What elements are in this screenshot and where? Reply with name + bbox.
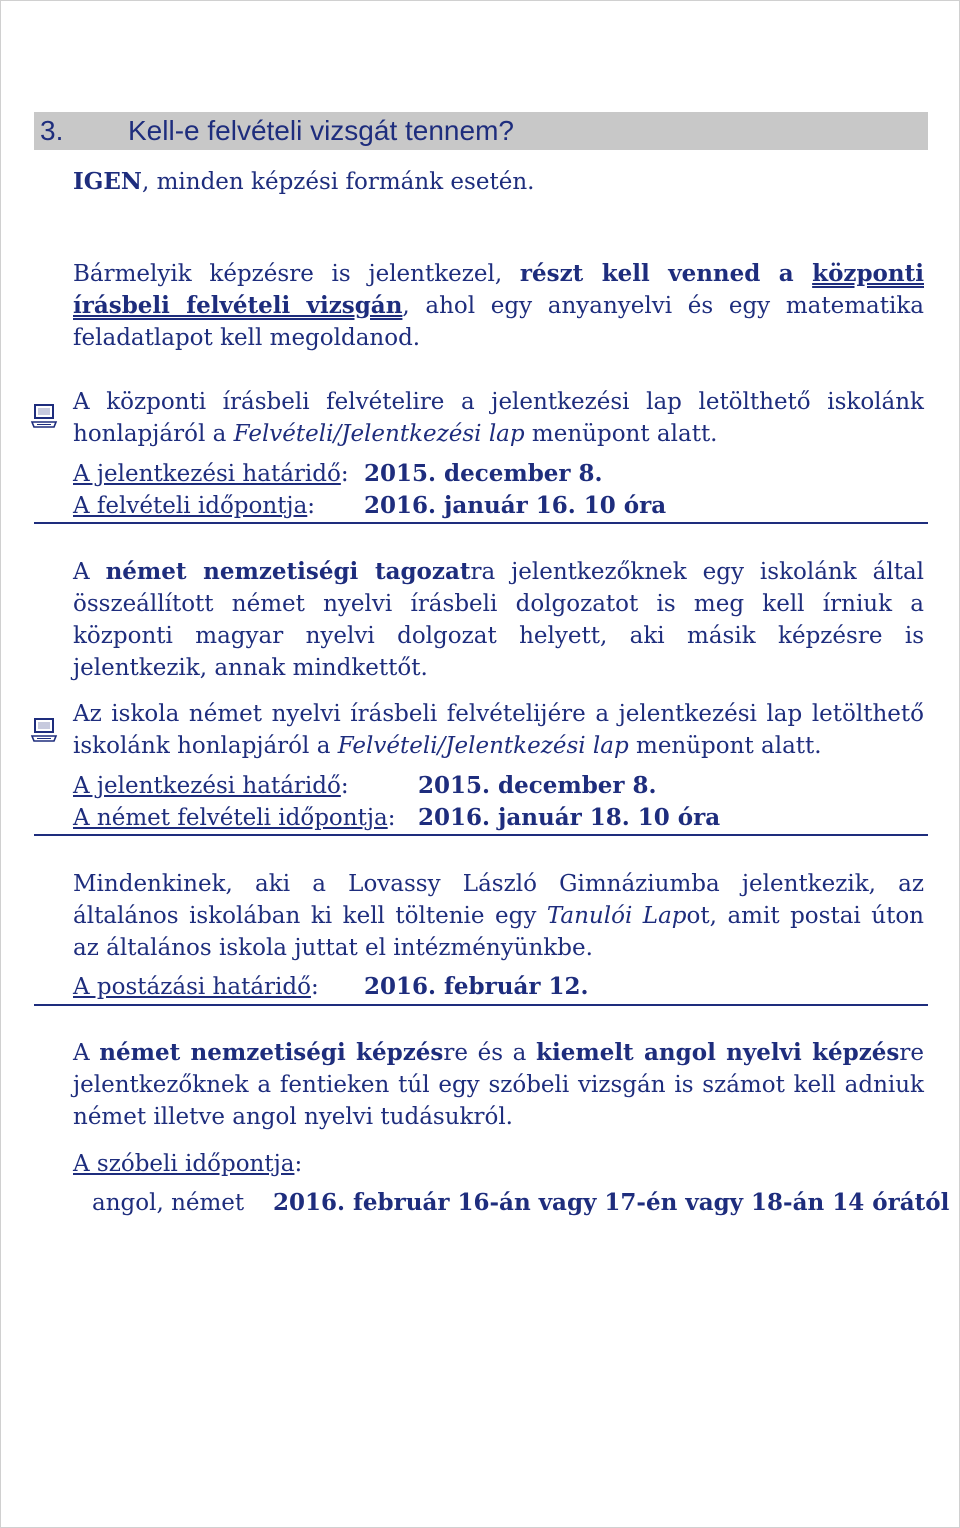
german-download-paragraph	[73, 698, 924, 762]
intro-rest: , minden képzési formánk esetén.	[141, 169, 535, 195]
german-track-bold: német nemzetiségi tagozat	[105, 558, 471, 585]
deadline-label: A jelentkezési határidő	[73, 461, 341, 487]
exam-paragraph	[73, 258, 924, 354]
download-paragraph	[73, 386, 924, 450]
download-text-end: menüpont alatt.	[524, 421, 718, 447]
divider	[34, 522, 928, 524]
laptop-icon	[30, 403, 58, 429]
divider	[34, 1004, 928, 1006]
section-number: 3.	[40, 115, 64, 146]
intro-igen: IGEN	[73, 168, 142, 195]
postal-deadline-value: 2016. február 12.	[364, 973, 589, 1000]
deadline-label-row	[73, 770, 349, 802]
german-download-text-end: menüpont alatt.	[628, 733, 822, 759]
exam-paragraph-text: Bármelyik képzésre is jelentkezel,	[73, 261, 520, 287]
exam-date-label-row	[73, 490, 315, 522]
oral-exam-text-mid: re és a	[443, 1040, 537, 1066]
intro-text	[73, 166, 924, 198]
german-exam-date-label: A német felvételi időpontja	[73, 805, 388, 831]
deadline-label-row	[73, 458, 349, 490]
postal-deadline-label-row	[73, 971, 319, 1003]
exam-date-colon: :	[307, 493, 316, 519]
oral-exam-paragraph	[73, 1037, 924, 1133]
deadline-colon: :	[340, 773, 349, 799]
menu-item-reference: Felvételi/Jelentkezési lap	[337, 733, 629, 759]
section-title: Kell-e felvételi vizsgát tennem?	[128, 115, 514, 146]
german-exam-date-label-row	[73, 802, 395, 834]
central-exam-emphasis: központi írásbeli felvételi vizsgán	[73, 260, 924, 319]
deadline-value: 2015. december 8.	[364, 460, 603, 487]
german-download-text: Az iskola német nyelvi írásbeli felvételijére a jelentkezési lap letölthető iskolánk honlapjáról a	[73, 701, 924, 759]
deadline-label: A jelentkezési határidő	[73, 773, 341, 799]
exam-date-value: 2016. január 16. 10 óra	[364, 492, 667, 519]
student-sheet-italic: Tanulói Lap	[546, 903, 687, 929]
oral-date-label: A szóbeli időpontja	[73, 1151, 295, 1177]
oral-date-colon: :	[294, 1151, 303, 1177]
german-track-text-end: ra jelentkezőknek egy iskolánk által összeállított német nyelvi írásbeli dolgozatot is meg kell írniuk a központi magyar nyelvi dolgozat helyett, aki másik képzésre is jelentkezik, annak mindkettőt.	[73, 559, 925, 681]
oral-exam-text-end: re jelentkezőknek a fentieken túl egy szóbeli vizsgán is számot kell adniuk német illetve angol nyelvi tudásukról.	[73, 1040, 924, 1130]
section-heading	[34, 112, 928, 150]
english-program-bold: kiemelt angol nyelvi képzés	[536, 1039, 900, 1066]
german-program-bold: német nemzetiségi képzés	[99, 1039, 444, 1066]
oral-date-label-row	[73, 1148, 302, 1180]
oral-date-value: 2016. február 16-án vagy 17-én vagy 18-án 14 órától	[273, 1189, 950, 1216]
german-exam-date-value: 2016. január 18. 10 óra	[418, 804, 721, 831]
student-sheet-text: Mindenkinek, aki a Lovassy László Gimnáziumba jelentkezik, az általános iskolában ki kell töltenie egy	[73, 871, 924, 929]
menu-item-reference: Felvételi/Jelentkezési lap	[233, 421, 525, 447]
exam-date-label: A felvételi időpontja	[73, 493, 308, 519]
oral-languages: angol, német	[92, 1190, 245, 1216]
deadline-value: 2015. december 8.	[418, 772, 657, 799]
student-sheet-paragraph	[73, 868, 924, 964]
deadline-colon: :	[340, 461, 349, 487]
oral-exam-text: A	[73, 1040, 100, 1066]
german-track-text: A	[73, 559, 106, 585]
exam-paragraph-text-end: , ahol egy anyanyelvi és egy matematika feladatlapot kell megoldanod.	[73, 293, 924, 351]
german-exam-date-colon: :	[387, 805, 396, 831]
download-text: A központi írásbeli felvételire a jelentkezési lap letölthető iskolánk honlapjáról a	[73, 389, 924, 447]
laptop-icon	[30, 717, 58, 743]
postal-deadline-label: A postázási határidő	[73, 974, 311, 1000]
student-sheet-text-end: ot, amit postai úton az általános iskola juttat el intézményünkbe.	[73, 903, 924, 961]
postal-deadline-colon: :	[310, 974, 319, 1000]
divider	[34, 834, 928, 836]
german-track-paragraph	[73, 556, 924, 684]
exam-paragraph-bold: részt kell venned a	[519, 260, 813, 287]
